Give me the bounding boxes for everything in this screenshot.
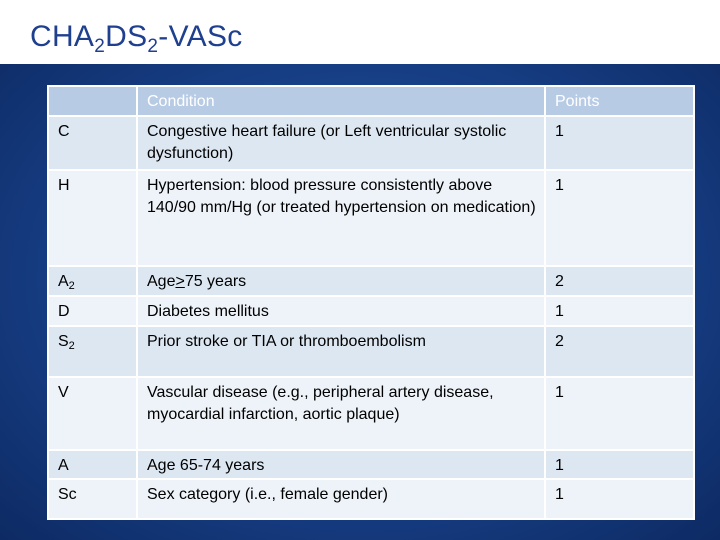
row-points: 2	[545, 326, 694, 377]
score-table	[47, 85, 695, 520]
table-row	[48, 296, 694, 326]
header-condition: Condition	[137, 86, 545, 116]
table-row	[48, 479, 694, 519]
table-row	[48, 266, 694, 296]
title-bar	[0, 0, 720, 64]
row-points: 1	[545, 377, 694, 450]
row-points: 1	[545, 296, 694, 326]
row-code: D	[48, 296, 137, 326]
row-code: $A_2$	[48, 266, 137, 296]
row-points: 1	[545, 116, 694, 170]
row-code: H	[48, 170, 137, 266]
row-code: V	[48, 377, 137, 450]
row-condition: Diabetes mellitus	[137, 296, 545, 326]
table-row	[48, 326, 694, 377]
header-code	[48, 86, 137, 116]
row-code: C	[48, 116, 137, 170]
row-condition: Vascular disease (e.g., peripheral artery disease, myocardial infarction, aortic plaque)	[137, 377, 545, 450]
row-points: 1	[545, 170, 694, 266]
row-condition: Sex category (i.e., female gender)	[137, 479, 545, 519]
row-condition: Age>75 years	[137, 266, 545, 296]
row-points: 2	[545, 266, 694, 296]
row-code: $S_2$	[48, 326, 137, 377]
row-condition: Hypertension: blood pressure consistently above 140/90 mm/Hg (or treated hypertension on medication)	[137, 170, 545, 266]
table-row	[48, 170, 694, 266]
table-row	[48, 377, 694, 450]
table-header-row	[48, 86, 694, 116]
table-row	[48, 450, 694, 479]
row-condition: Congestive heart failure (or Left ventricular systolic dysfunction)	[137, 116, 545, 170]
slide-title: $CHA_2DS_2$-VASc	[30, 20, 243, 57]
header-points: Points	[545, 86, 694, 116]
row-code: A	[48, 450, 137, 479]
table-row	[48, 116, 694, 170]
row-points: 1	[545, 479, 694, 519]
row-points: 1	[545, 450, 694, 479]
row-condition: Age 65-74 years	[137, 450, 545, 479]
row-condition: Prior stroke or TIA or thromboembolism	[137, 326, 545, 377]
row-code: Sc	[48, 479, 137, 519]
